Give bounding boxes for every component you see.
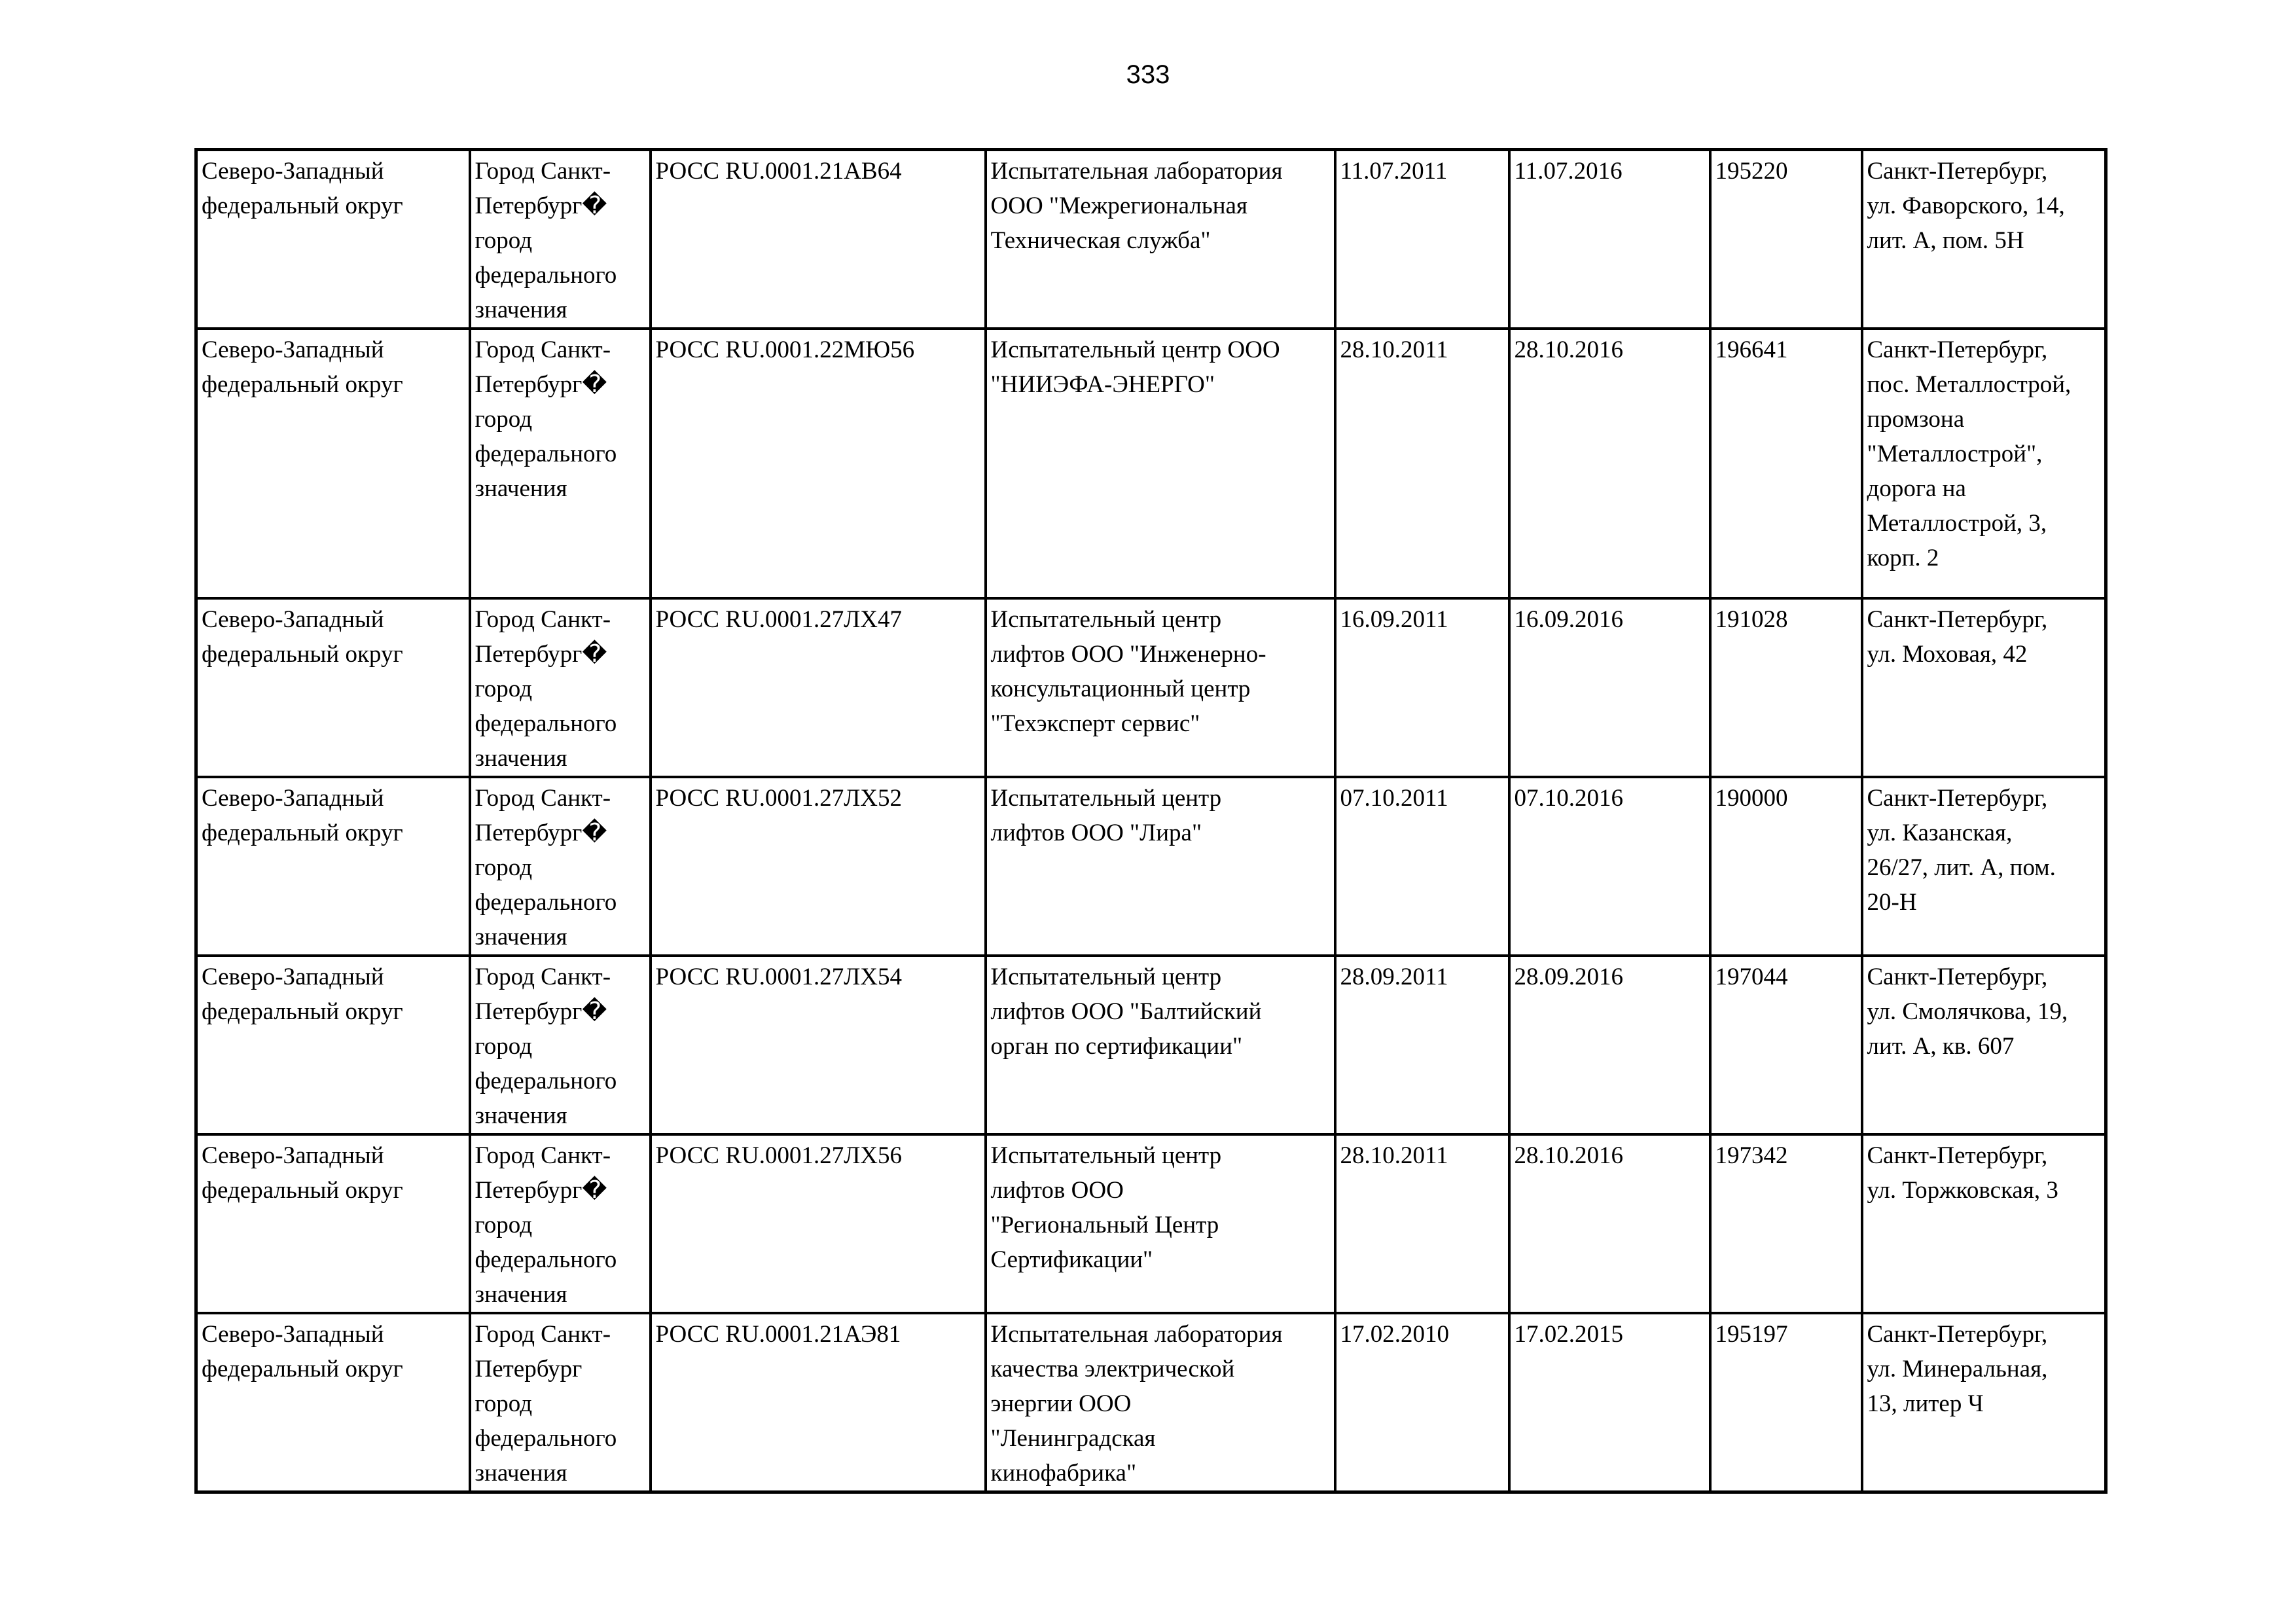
certificate-code-cell: РОСС RU.0001.21АЭ81 (651, 1313, 986, 1492)
table-row (196, 1313, 2106, 1492)
certificate-code-cell: РОСС RU.0001.27ЛХ54 (651, 956, 986, 1134)
organization-name-cell: Испытательная лаборатория качества электрической энергии ООО "Ленинградская кинофабрика" (986, 1313, 1335, 1492)
date-to-cell: 28.10.2016 (1509, 329, 1710, 598)
region-cell: Город Санкт- Петербург� город федерального значения (470, 150, 651, 329)
organization-name-cell: Испытательный центр лифтов ООО "Региональный Центр Сертификации" (986, 1134, 1335, 1313)
date-from-cell: 28.10.2011 (1335, 329, 1509, 598)
organization-name-cell: Испытательная лаборатория ООО "Межрегиональная Техническая служба" (986, 150, 1335, 329)
organization-name-cell: Испытательный центр лифтов ООО "Лира" (986, 777, 1335, 956)
postcode-cell: 197044 (1710, 956, 1862, 1134)
table-row (196, 956, 2106, 1134)
date-from-cell: 07.10.2011 (1335, 777, 1509, 956)
certificate-code-cell: РОСС RU.0001.27ЛХ47 (651, 598, 986, 777)
address-cell: Санкт-Петербург, ул. Торжковская, 3 (1862, 1134, 2106, 1313)
region-cell: Город Санкт- Петербург� город федерального значения (470, 1134, 651, 1313)
address-cell: Санкт-Петербург, ул. Фаворского, 14, лит. А, пом. 5Н (1862, 150, 2106, 329)
organization-name-cell: Испытательный центр лифтов ООО "Балтийский орган по сертификации" (986, 956, 1335, 1134)
district-cell: Северо-Западный федеральный округ (196, 598, 470, 777)
page-number: 333 (1126, 60, 1170, 89)
postcode-cell: 197342 (1710, 1134, 1862, 1313)
date-from-cell: 17.02.2010 (1335, 1313, 1509, 1492)
date-to-cell: 28.09.2016 (1509, 956, 1710, 1134)
postcode-cell: 191028 (1710, 598, 1862, 777)
organization-name-cell: Испытательный центр ООО "НИИЭФА-ЭНЕРГО" (986, 329, 1335, 598)
district-cell: Северо-Западный федеральный округ (196, 956, 470, 1134)
organization-name-cell: Испытательный центр лифтов ООО "Инженерно- консультационный центр "Техэксперт сервис" (986, 598, 1335, 777)
date-to-cell: 11.07.2016 (1509, 150, 1710, 329)
date-from-cell: 16.09.2011 (1335, 598, 1509, 777)
address-cell: Санкт-Петербург, ул. Моховая, 42 (1862, 598, 2106, 777)
postcode-cell: 196641 (1710, 329, 1862, 598)
district-cell: Северо-Западный федеральный округ (196, 150, 470, 329)
table-row (196, 150, 2106, 329)
region-cell: Город Санкт- Петербург� город федерального значения (470, 777, 651, 956)
certificate-code-cell: РОСС RU.0001.21АВ64 (651, 150, 986, 329)
region-cell: Город Санкт- Петербург� город федерального значения (470, 329, 651, 598)
address-cell: Санкт-Петербург, ул. Минеральная, 13, литер Ч (1862, 1313, 2106, 1492)
table-row (196, 777, 2106, 956)
region-cell: Город Санкт- Петербург� город федерального значения (470, 956, 651, 1134)
district-cell: Северо-Западный федеральный округ (196, 1134, 470, 1313)
table-row (196, 1134, 2106, 1313)
region-cell: Город Санкт- Петербург город федерального значения (470, 1313, 651, 1492)
district-cell: Северо-Западный федеральный округ (196, 777, 470, 956)
postcode-cell: 195197 (1710, 1313, 1862, 1492)
table-row (196, 329, 2106, 598)
address-cell: Санкт-Петербург, ул. Смолячкова, 19, лит. А, кв. 607 (1862, 956, 2106, 1134)
certificate-code-cell: РОСС RU.0001.22МЮ56 (651, 329, 986, 598)
region-cell: Город Санкт- Петербург� город федерального значения (470, 598, 651, 777)
registry-table (194, 148, 2108, 1494)
date-to-cell: 17.02.2015 (1509, 1313, 1710, 1492)
postcode-cell: 190000 (1710, 777, 1862, 956)
date-to-cell: 28.10.2016 (1509, 1134, 1710, 1313)
district-cell: Северо-Западный федеральный округ (196, 1313, 470, 1492)
table-row (196, 598, 2106, 777)
postcode-cell: 195220 (1710, 150, 1862, 329)
date-to-cell: 16.09.2016 (1509, 598, 1710, 777)
date-from-cell: 11.07.2011 (1335, 150, 1509, 329)
date-from-cell: 28.09.2011 (1335, 956, 1509, 1134)
district-cell: Северо-Западный федеральный округ (196, 329, 470, 598)
date-from-cell: 28.10.2011 (1335, 1134, 1509, 1313)
certificate-code-cell: РОСС RU.0001.27ЛХ56 (651, 1134, 986, 1313)
address-cell: Санкт-Петербург, ул. Казанская, 26/27, лит. А, пом. 20-Н (1862, 777, 2106, 956)
date-to-cell: 07.10.2016 (1509, 777, 1710, 956)
address-cell: Санкт-Петербург, пос. Металлострой, промзона "Металлострой", дорога на Металлострой, 3, корп. 2 (1862, 329, 2106, 598)
certificate-code-cell: РОСС RU.0001.27ЛХ52 (651, 777, 986, 956)
